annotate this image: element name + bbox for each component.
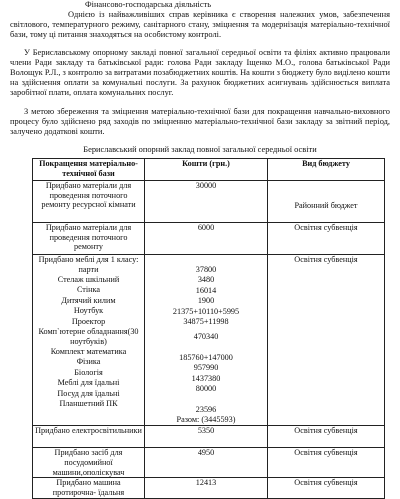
row-budget: Освітня субвенція	[268, 426, 385, 448]
budget-label: Районний бюджет	[294, 201, 358, 210]
table-row	[33, 181, 385, 223]
amount-value: 1437380	[191, 373, 221, 383]
header-budget: Вид бюджету	[268, 159, 385, 181]
section-heading: Фінансово-господарська діяльність	[85, 0, 212, 9]
amount-value: 957990	[193, 363, 219, 373]
row-amount: 6000	[145, 223, 268, 255]
list-item: Фізика	[76, 357, 101, 367]
amount-value: 16014	[195, 285, 217, 295]
amount-value: 37800	[195, 265, 217, 274]
row-item: Придбано електросвітильники	[33, 426, 145, 448]
table-row	[33, 426, 385, 448]
list-item: Планшетний ПК	[59, 398, 118, 408]
row-amount: 30000	[145, 181, 268, 223]
list-item: Придбано меблі для 1 класу: парти	[38, 255, 139, 274]
row-budget: Освітня субвенція	[268, 255, 385, 426]
row-amount: 12413	[145, 478, 268, 498]
table-row	[33, 478, 385, 498]
amount-value: 185760+147000	[179, 352, 233, 362]
list-item: Дитячий килим	[61, 295, 116, 305]
table-row	[33, 255, 385, 426]
improvements-table	[32, 158, 385, 499]
row-item: Придбано матеріали для проведення поточного ремонту ресурсної кімнати	[33, 181, 145, 223]
list-item: Ноутбук	[73, 306, 104, 316]
table-caption: Бериславський опорний заклад повної загальної середньої освіти	[83, 145, 317, 154]
row-budget: Освітня субвенція	[268, 448, 385, 478]
table-row	[33, 223, 385, 255]
amount-value: 80000	[195, 383, 217, 393]
amount-value: 21375+10110+5995	[172, 306, 240, 316]
row-item: Придбано засіб для посудомийної машини,ополіскувач	[33, 448, 145, 478]
paragraph-3: З метою збереження та зміцнення матеріально-технічної бази для покращення навчально-виховного процесу було здійснено ряд заходів по зміцненню матеріально-технічної бази закладу за звітний період, залучено додаткові кошти.	[10, 107, 390, 136]
amount-total: Разом: (3445593)	[176, 415, 236, 425]
amount-value: 34875+11998	[183, 316, 229, 326]
table-header-row	[33, 159, 385, 181]
row-item: Придбано машина протирочна- їдальня	[33, 478, 145, 498]
table-row	[33, 448, 385, 478]
amount-value	[147, 342, 265, 352]
amount-value: 470340	[193, 332, 219, 342]
list-item: Стінка	[76, 285, 101, 295]
row-amount: 4950	[145, 448, 268, 478]
header-improvement: Покращення матеріально-технічної бази	[33, 159, 145, 181]
row-budget	[268, 181, 385, 223]
list-item: Посуд для їдальні	[57, 388, 120, 398]
list-item: Комп`ютерне обладнання(30 ноутбуків)	[38, 326, 139, 346]
list-item: Біологія	[74, 367, 103, 377]
row-budget: Освітня субвенція	[268, 478, 385, 498]
paragraph-1: Однією із найважливіших справ керівника є створення належних умов, забезпечення світлового, температурного режиму, санітарного стану, зміцнення та модернізація матеріально-технічної бази, тому ці питання знаходяться на особистому контролі.	[10, 10, 390, 39]
amount-value	[147, 394, 265, 404]
list-item: Комплект математика	[50, 346, 127, 356]
row-item-list	[33, 255, 145, 426]
amount-value: 23596	[195, 404, 217, 414]
row-budget: Освітня субвенція	[268, 223, 385, 255]
paragraph-2: У Бериславському опорному закладі повної загальної середньої освіти та філіях активно працювали члени Ради закладу та батьківської ради: голова Ради закладу Іщенко М.О., голова батьківської Ради Волощук Р.Л., з контролю за витратами позабюджетних коштів. На кошти з бюджету було виділено кошти на здійснення оплати за комунальні послуги. За рахунок бюджетних асигнувань здійснюється виплата заробітної плати, оплата комунальних послуг.	[10, 48, 390, 97]
row-item: Придбано матеріали для проведення поточного ремонту	[33, 223, 145, 255]
amount-value: 1900	[197, 296, 215, 306]
row-amount-list	[145, 255, 268, 426]
list-item: Проектор	[71, 316, 106, 326]
row-amount: 5350	[145, 426, 268, 448]
amount-value: 3480	[197, 275, 215, 285]
header-funds: Кошти (грн.)	[145, 159, 268, 181]
list-item: Стелаж шкільний	[57, 275, 120, 284]
list-item: Меблі для їдальні	[57, 378, 120, 388]
